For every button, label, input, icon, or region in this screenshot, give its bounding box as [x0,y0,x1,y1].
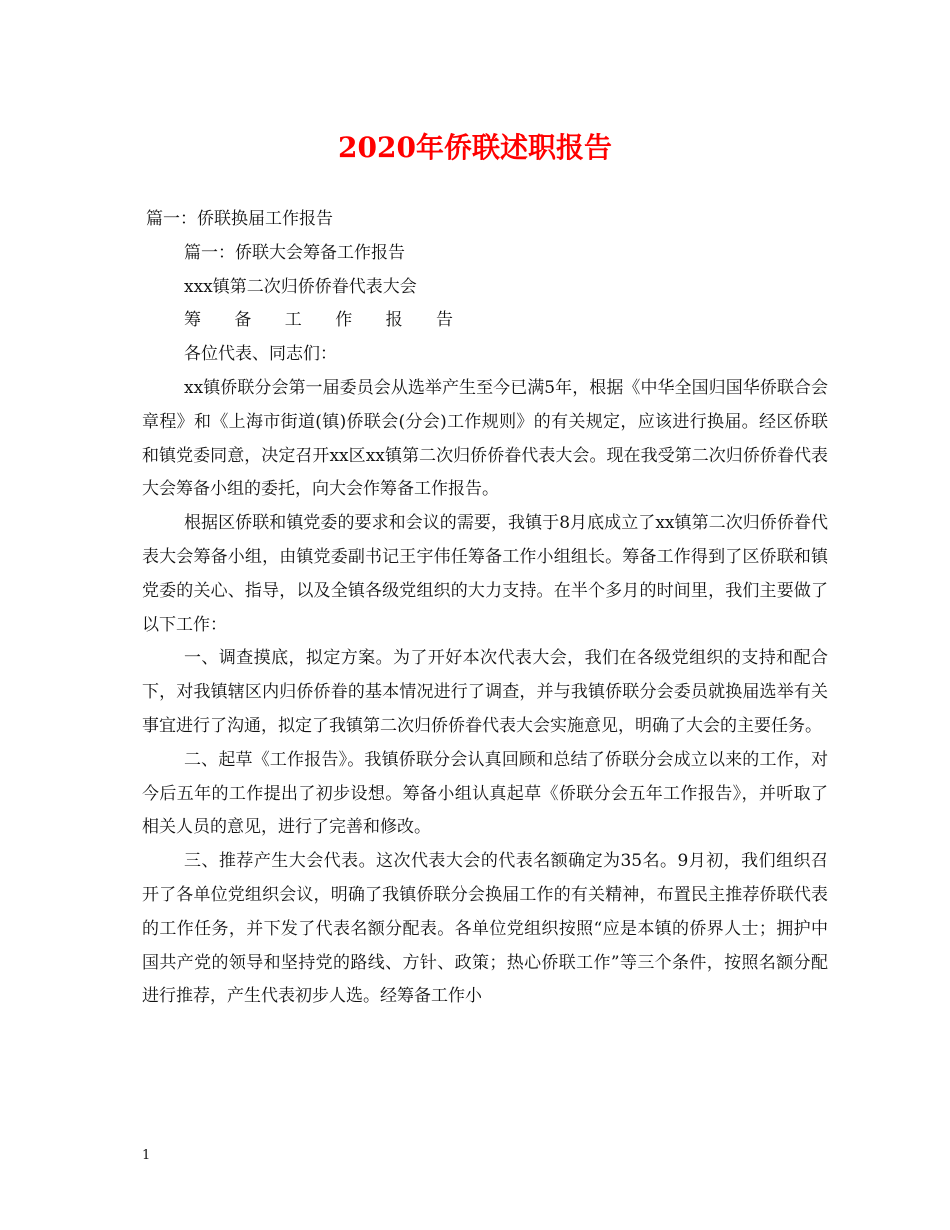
meeting-name: xxx镇第二次归侨侨眷代表大会 [184,276,417,297]
document-title: 2020年侨联述职报告 [338,131,612,164]
body-paragraph: 二、起草《工作报告》。我镇侨联分会认真回顾和总结了侨联分会成立以来的工作，对今后五年的工作提出了初步设想。筹备小组认真起草《侨联分会五年工作报告》，并听取了相关人员的意见，进行了完善和修改。 [142,749,828,838]
page-number: 1 [142,1148,151,1163]
body-paragraph: 三、推荐产生大会代表。这次代表大会的代表名额确定为35名。9月初，我们组织召开了各单位党组织会议，明确了我镇侨联分会换届工作的有关精神，布置民主推荐侨联代表的工作任务，并下发了代表名额分配表。各单位党组织按照“应是本镇的侨界人士；拥护中国共产党的领导和坚持党的路线、方针、政策；热心侨联工作”等三个条件，按照名额分配进行推荐，产生代表初步人选。经筹备工作小 [142,851,828,1007]
report-subtitle: 筹 备 工 作 报 告 [184,310,468,331]
body-paragraph: 一、调查摸底，拟定方案。为了开好本次代表大会，我们在各级党组织的支持和配合下，对我镇辖区内归侨侨眷的基本情况进行了调查，并与我镇侨联分会委员就换届选举有关事宜进行了沟通，拟定了我镇第二次归侨侨眷代表大会实施意见，明确了大会的主要任务。 [142,648,828,736]
body-paragraph: 根据区侨联和镇党委的要求和会议的需要，我镇于8月底成立了xx镇第二次归侨侨眷代表大会筹备小组，由镇党委副书记王宇伟任筹备工作小组组长。筹备工作得到了区侨联和镇党委的关心、指导，以及全镇各级党组织的大力支持。在半个多月的时间里，我们主要做了以下工作： [142,513,828,635]
body-paragraph: xx镇侨联分会第一届委员会从选举产生至今已满5年，根据《中华全国归国华侨联合会章程》和《上海市街道(镇)侨联会(分会)工作规则》的有关规定，应该进行换届。经区侨联和镇党委同意，决定召开xx区xx镇第二次归侨侨眷代表大会。现在我受第二次归侨侨眷代表大会筹备小组的委托，向大会作筹备工作报告。 [142,377,828,500]
document-body [142,203,828,1014]
chapter-heading: 篇一：侨联换届工作报告 [146,209,333,229]
section-heading: 篇一：侨联大会筹备工作报告 [184,242,405,263]
salutation: 各位代表、同志们： [184,344,337,365]
